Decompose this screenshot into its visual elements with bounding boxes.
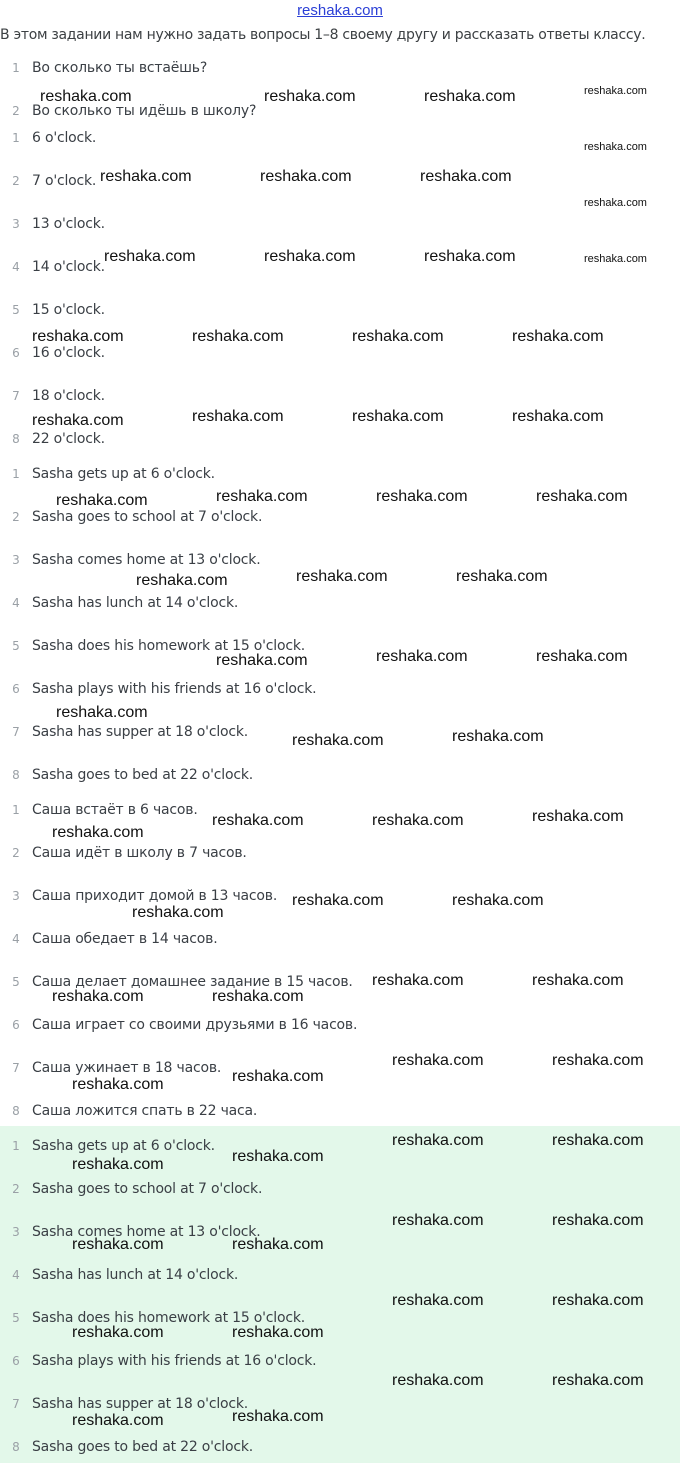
watermark-text: reshaka.com (232, 1324, 324, 1341)
watermark-text: reshaka.com (216, 652, 308, 669)
item-number: 7 (12, 1397, 20, 1411)
watermark-text: reshaka.com (132, 904, 224, 921)
watermark-text: reshaka.com (136, 572, 228, 589)
item-number: 1 (12, 131, 20, 145)
watermark-text: reshaka.com (420, 168, 512, 185)
list-item (0, 212, 680, 236)
watermark-text: reshaka.com (392, 1052, 484, 1069)
item-text: Саша идёт в школу в 7 часов. (32, 845, 247, 861)
list-item (0, 763, 680, 787)
watermark-text: reshaka.com (104, 248, 196, 265)
watermark-text: reshaka.com (52, 988, 144, 1005)
item-text: Саша делает домашнее задание в 15 часов. (32, 974, 353, 990)
watermark-text: reshaka.com (72, 1156, 164, 1173)
item-number: 2 (12, 846, 20, 860)
watermark-text: reshaka.com (584, 85, 647, 97)
item-text: 16 o'clock. (32, 345, 105, 361)
item-text: 6 o'clock. (32, 130, 97, 146)
list-item (0, 841, 680, 865)
item-number: 6 (12, 682, 20, 696)
watermark-text: reshaka.com (372, 972, 464, 989)
item-number: 4 (12, 596, 20, 610)
watermark-text: reshaka.com (56, 704, 148, 721)
watermark-text: reshaka.com (452, 892, 544, 909)
watermark-text: reshaka.com (392, 1292, 484, 1309)
list-item (0, 1013, 680, 1037)
watermark-text: reshaka.com (584, 141, 647, 153)
item-number: 5 (12, 975, 20, 989)
item-number: 4 (12, 260, 20, 274)
watermark-text: reshaka.com (56, 492, 148, 509)
watermark-text: reshaka.com (392, 1132, 484, 1149)
watermark-text: reshaka.com (536, 488, 628, 505)
list-item (0, 927, 680, 951)
watermark-text: reshaka.com (512, 328, 604, 345)
item-text: Sasha plays with his friends at 16 o'clock. (32, 681, 317, 697)
list-item (0, 126, 680, 150)
item-text: 18 o'clock. (32, 388, 105, 404)
item-text: Sasha gets up at 6 o'clock. (32, 466, 215, 482)
watermark-text: reshaka.com (192, 408, 284, 425)
watermark-text: reshaka.com (376, 648, 468, 665)
watermark-text: reshaka.com (292, 892, 384, 909)
watermark-text: reshaka.com (216, 488, 308, 505)
item-text: Sasha has lunch at 14 o'clock. (32, 1267, 239, 1283)
list-item (0, 677, 680, 701)
list-item (0, 427, 680, 451)
watermark-text: reshaka.com (584, 253, 647, 265)
list-item (0, 1435, 680, 1459)
item-number: 8 (12, 1440, 20, 1454)
item-number: 8 (12, 432, 20, 446)
watermark-text: reshaka.com (292, 732, 384, 749)
watermark-text: reshaka.com (52, 824, 144, 841)
item-number: 5 (12, 639, 20, 653)
item-text: Sasha goes to bed at 22 o'clock. (32, 767, 254, 783)
list-item (0, 1099, 680, 1123)
task-instruction: В этом задании нам нужно задать вопросы 1–8 своему другу и рассказать ответы классу. (0, 27, 646, 43)
list-item (0, 1177, 680, 1201)
item-text: Во сколько ты идёшь в школу? (32, 103, 257, 119)
watermark-text: reshaka.com (296, 568, 388, 585)
item-number: 3 (12, 553, 20, 567)
watermark-text: reshaka.com (376, 488, 468, 505)
item-text: Sasha gets up at 6 o'clock. (32, 1138, 215, 1154)
watermark-text: reshaka.com (552, 1292, 644, 1309)
watermark-text: reshaka.com (552, 1372, 644, 1389)
watermark-text: reshaka.com (232, 1068, 324, 1085)
item-text: Саша встаёт в 6 часов. (32, 802, 198, 818)
item-text: Sasha goes to bed at 22 o'clock. (32, 1439, 254, 1455)
item-number: 3 (12, 889, 20, 903)
watermark-text: reshaka.com (536, 648, 628, 665)
item-number: 6 (12, 346, 20, 360)
watermark-text: reshaka.com (232, 1408, 324, 1425)
watermark-text: reshaka.com (232, 1148, 324, 1165)
watermark-text: reshaka.com (552, 1132, 644, 1149)
item-number: 2 (12, 104, 20, 118)
watermark-text: reshaka.com (512, 408, 604, 425)
watermark-text: reshaka.com (100, 168, 192, 185)
item-text: Саша ложится спать в 22 часа. (32, 1103, 258, 1119)
item-text: 15 o'clock. (32, 302, 105, 318)
watermark-text: reshaka.com (72, 1412, 164, 1429)
item-number: 6 (12, 1018, 20, 1032)
item-number: 7 (12, 725, 20, 739)
item-number: 5 (12, 1311, 20, 1325)
item-number: 8 (12, 1104, 20, 1118)
item-text: Саша ужинает в 18 часов. (32, 1060, 222, 1076)
site-header-link[interactable]: reshaka.com (297, 2, 383, 19)
item-text: Sasha comes home at 13 o'clock. (32, 1224, 261, 1240)
item-text: Sasha has supper at 18 o'clock. (32, 1396, 249, 1412)
watermark-text: reshaka.com (232, 1236, 324, 1253)
item-number: 2 (12, 174, 20, 188)
item-text: Sasha has supper at 18 o'clock. (32, 724, 249, 740)
watermark-text: reshaka.com (392, 1212, 484, 1229)
item-number: 4 (12, 1268, 20, 1282)
watermark-text: reshaka.com (392, 1372, 484, 1389)
item-text: 13 o'clock. (32, 216, 105, 232)
watermark-text: reshaka.com (32, 412, 124, 429)
watermark-text: reshaka.com (40, 88, 132, 105)
list-item (0, 591, 680, 615)
item-number: 1 (12, 803, 20, 817)
item-number: 5 (12, 303, 20, 317)
item-number: 7 (12, 389, 20, 403)
item-text: Sasha has lunch at 14 o'clock. (32, 595, 239, 611)
item-number: 8 (12, 768, 20, 782)
watermark-text: reshaka.com (212, 988, 304, 1005)
item-number: 2 (12, 510, 20, 524)
item-text: 22 o'clock. (32, 431, 105, 447)
watermark-text: reshaka.com (532, 808, 624, 825)
watermark-text: reshaka.com (260, 168, 352, 185)
watermark-text: reshaka.com (352, 328, 444, 345)
item-number: 1 (12, 467, 20, 481)
item-text: Sasha goes to school at 7 o'clock. (32, 509, 263, 525)
watermark-text: reshaka.com (72, 1324, 164, 1341)
watermark-text: reshaka.com (532, 972, 624, 989)
watermark-text: reshaka.com (352, 408, 444, 425)
item-number: 1 (12, 61, 20, 75)
item-text: 14 o'clock. (32, 259, 105, 275)
item-number: 3 (12, 1225, 20, 1239)
watermark-text: reshaka.com (424, 88, 516, 105)
item-number: 1 (12, 1139, 20, 1153)
watermark-text: reshaka.com (264, 248, 356, 265)
watermark-text: reshaka.com (72, 1076, 164, 1093)
item-number: 2 (12, 1182, 20, 1196)
item-text: 7 o'clock. (32, 173, 97, 189)
item-text: Во сколько ты встаёшь? (32, 60, 208, 76)
watermark-text: reshaka.com (212, 812, 304, 829)
item-text: Саша приходит домой в 13 часов. (32, 888, 278, 904)
watermark-text: reshaka.com (72, 1236, 164, 1253)
list-item (0, 1349, 680, 1373)
watermark-text: reshaka.com (192, 328, 284, 345)
list-item (0, 298, 680, 322)
list-item (0, 1263, 680, 1287)
item-text: Sasha comes home at 13 o'clock. (32, 552, 261, 568)
item-number: 6 (12, 1354, 20, 1368)
item-number: 3 (12, 217, 20, 231)
item-number: 7 (12, 1061, 20, 1075)
list-item (0, 384, 680, 408)
item-text: Sasha goes to school at 7 o'clock. (32, 1181, 263, 1197)
item-text: Саша обедает в 14 часов. (32, 931, 218, 947)
list-item (0, 56, 680, 80)
watermark-text: reshaka.com (552, 1212, 644, 1229)
watermark-text: reshaka.com (372, 812, 464, 829)
watermark-text: reshaka.com (452, 728, 544, 745)
watermark-text: reshaka.com (456, 568, 548, 585)
watermark-text: reshaka.com (552, 1052, 644, 1069)
item-text: Sasha plays with his friends at 16 o'clock. (32, 1353, 317, 1369)
watermark-text: reshaka.com (584, 197, 647, 209)
watermark-text: reshaka.com (424, 248, 516, 265)
item-number: 4 (12, 932, 20, 946)
item-text: Sasha does his homework at 15 o'clock. (32, 638, 306, 654)
list-item (0, 462, 680, 486)
item-text: Саша играет со своими друзьями в 16 часов. (32, 1017, 358, 1033)
item-text: Sasha does his homework at 15 o'clock. (32, 1310, 306, 1326)
watermark-text: reshaka.com (32, 328, 124, 345)
watermark-text: reshaka.com (264, 88, 356, 105)
